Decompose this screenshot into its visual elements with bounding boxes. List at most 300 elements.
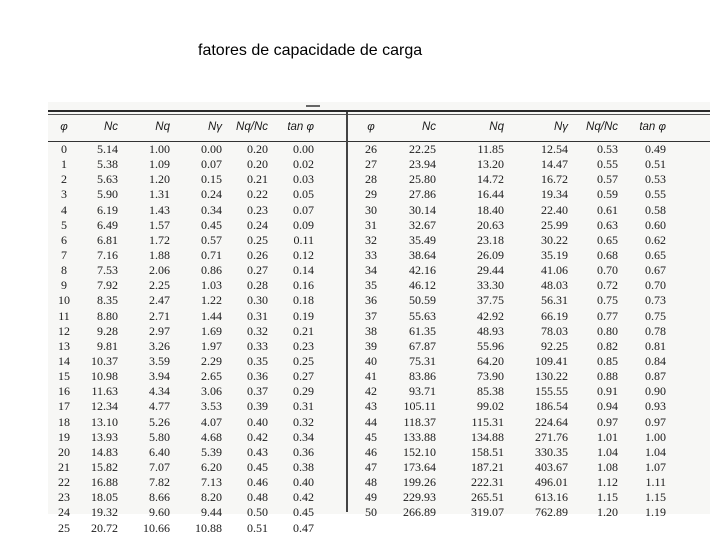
table-cell: 48.03 — [541, 278, 568, 293]
table-cell: 0.57 — [201, 232, 222, 247]
table-cell: 0.75 — [597, 293, 618, 308]
table-cell: 46 — [365, 444, 377, 459]
table-cell: 1.20 — [597, 505, 618, 520]
table-cell: 115.31 — [471, 414, 504, 429]
table-cell: 403.67 — [535, 459, 568, 474]
table-cell: 16.72 — [541, 172, 568, 187]
table-cell: 41.06 — [541, 263, 568, 278]
table-cell: 42.92 — [477, 308, 504, 323]
table-row — [360, 218, 666, 233]
table-cell: 0.32 — [293, 414, 314, 429]
table-cell: 1.00 — [645, 429, 666, 444]
table-cell: 19.32 — [91, 505, 118, 520]
left-table-half — [54, 102, 314, 536]
table-cell: 158.51 — [471, 444, 504, 459]
table-cell: 0.73 — [645, 293, 666, 308]
table-cell: 199.26 — [403, 475, 436, 490]
table-row — [54, 490, 314, 505]
table-cell: 23 — [58, 490, 70, 505]
table-row — [360, 490, 666, 505]
table-cell: 20.72 — [91, 520, 118, 535]
table-cell: 0.26 — [247, 247, 268, 262]
table-cell: 10.66 — [143, 520, 170, 535]
table-cell: 5.39 — [201, 444, 222, 459]
table-cell: 0.81 — [645, 338, 666, 353]
table-cell: 5 — [61, 217, 67, 232]
table-cell: 2.47 — [149, 293, 170, 308]
table-cell: 33 — [365, 247, 377, 262]
table-cell: 37 — [365, 308, 377, 323]
table-row — [54, 415, 314, 430]
table-cell: 0.18 — [293, 293, 314, 308]
table-cell: 3.26 — [149, 338, 170, 353]
header-nq-nc: Nq/Nc — [586, 121, 618, 133]
table-cell: 7.07 — [149, 459, 170, 474]
table-cell: 222.31 — [471, 475, 504, 490]
table-cell: 0.23 — [247, 202, 268, 217]
table-row — [54, 157, 314, 172]
table-row — [54, 399, 314, 414]
table-cell: 5.90 — [97, 187, 118, 202]
table-cell: 265.51 — [471, 490, 504, 505]
table-cell: 1.20 — [149, 172, 170, 187]
table-cell: 271.76 — [535, 429, 568, 444]
table-cell: 16.44 — [477, 187, 504, 202]
table-cell: 47 — [365, 459, 377, 474]
table-cell: 0.97 — [597, 414, 618, 429]
table-cell: 8.66 — [149, 490, 170, 505]
left-rows — [54, 142, 314, 536]
table-cell: 0.45 — [247, 459, 268, 474]
table-cell: 41 — [365, 369, 377, 384]
table-cell: 6 — [61, 232, 67, 247]
table-row — [54, 278, 314, 293]
table-cell: 0.70 — [645, 278, 666, 293]
table-cell: 85.38 — [477, 384, 504, 399]
table-cell: 0.84 — [645, 353, 666, 368]
table-cell: 1.31 — [149, 187, 170, 202]
table-cell: 8.20 — [201, 490, 222, 505]
table-cell: 46.12 — [409, 278, 436, 293]
table-cell: 1.44 — [201, 308, 222, 323]
table-cell: 35.19 — [541, 247, 568, 262]
table-cell: 21 — [58, 459, 70, 474]
table-cell: 229.93 — [403, 490, 436, 505]
table-cell: 109.41 — [535, 353, 568, 368]
table-cell: 3.06 — [201, 384, 222, 399]
table-row — [54, 505, 314, 520]
table-row — [54, 521, 314, 536]
table-cell: 4.07 — [201, 414, 222, 429]
table-cell: 14 — [58, 353, 70, 368]
table-cell: 14.72 — [477, 172, 504, 187]
header-ngamma: Nγ — [553, 121, 568, 133]
table-cell: 7 — [61, 247, 67, 262]
table-cell: 155.55 — [535, 384, 568, 399]
table-cell: 15 — [58, 369, 70, 384]
table-cell: 29.44 — [477, 263, 504, 278]
table-cell: 8 — [61, 263, 67, 278]
table-cell: 0.02 — [293, 157, 314, 172]
table-cell: 4 — [61, 202, 67, 217]
table-cell: 1.00 — [149, 142, 170, 156]
table-cell: 66.19 — [541, 308, 568, 323]
table-cell: 0.03 — [293, 172, 314, 187]
table-row — [360, 142, 666, 157]
table-row — [360, 445, 666, 460]
table-cell: 0.55 — [597, 157, 618, 172]
table-cell: 9.28 — [97, 323, 118, 338]
table-cell: 29 — [365, 187, 377, 202]
table-cell: 0.65 — [597, 232, 618, 247]
table-cell: 1.01 — [597, 429, 618, 444]
table-row — [360, 384, 666, 399]
table-cell: 12.54 — [541, 142, 568, 156]
table-row — [54, 142, 314, 157]
table-row — [360, 157, 666, 172]
table-cell: 2.65 — [201, 369, 222, 384]
table-cell: 93.71 — [409, 384, 436, 399]
table-cell: 0.27 — [293, 369, 314, 384]
table-row — [54, 430, 314, 445]
table-cell: 0.47 — [293, 520, 314, 535]
table-row — [360, 354, 666, 369]
table-cell: 9.44 — [201, 505, 222, 520]
table-cell: 0.51 — [247, 520, 268, 535]
table-cell: 0.42 — [293, 490, 314, 505]
table-cell: 64.20 — [477, 353, 504, 368]
table-cell: 0.67 — [645, 263, 666, 278]
table-cell: 0.86 — [201, 263, 222, 278]
table-cell: 0.36 — [293, 444, 314, 459]
table-cell: 0.78 — [645, 323, 666, 338]
table-cell: 0.16 — [293, 278, 314, 293]
table-cell: 0.12 — [293, 247, 314, 262]
table-cell: 5.26 — [149, 414, 170, 429]
table-cell: 186.54 — [535, 399, 568, 414]
table-cell: 42.16 — [409, 263, 436, 278]
table-row — [360, 399, 666, 414]
header-phi: φ — [60, 121, 68, 133]
table-cell: 13.20 — [477, 157, 504, 172]
table-cell: 26.09 — [477, 247, 504, 262]
table-row — [360, 172, 666, 187]
table-cell: 3 — [61, 187, 67, 202]
header-nq-nc: Nq/Nc — [236, 121, 268, 133]
table-cell: 5.80 — [149, 429, 170, 444]
table-cell: 266.89 — [403, 505, 436, 520]
table-cell: 49 — [365, 490, 377, 505]
table-cell: 2.71 — [149, 308, 170, 323]
table-row — [54, 324, 314, 339]
table-cell: 0.45 — [293, 505, 314, 520]
table-cell: 0.97 — [645, 414, 666, 429]
table-cell: 25.80 — [409, 172, 436, 187]
table-cell: 78.03 — [541, 323, 568, 338]
table-cell: 32 — [365, 232, 377, 247]
table-cell: 0.14 — [293, 263, 314, 278]
table-cell: 56.31 — [541, 293, 568, 308]
table-cell: 0.77 — [597, 308, 618, 323]
table-cell: 1.09 — [149, 157, 170, 172]
table-cell: 496.01 — [535, 475, 568, 490]
table-cell: 5.14 — [97, 142, 118, 156]
table-cell: 25.99 — [541, 217, 568, 232]
table-cell: 0.27 — [247, 263, 268, 278]
table-cell: 1.22 — [201, 293, 222, 308]
table-cell: 1.07 — [645, 459, 666, 474]
table-cell: 1.19 — [645, 505, 666, 520]
table-row — [54, 339, 314, 354]
table-cell: 99.02 — [477, 399, 504, 414]
table-cell: 38.64 — [409, 247, 436, 262]
table-cell: 27.86 — [409, 187, 436, 202]
table-cell: 0.23 — [293, 338, 314, 353]
table-cell: 92.25 — [541, 338, 568, 353]
table-cell: 0.75 — [645, 308, 666, 323]
table-cell: 7.13 — [201, 475, 222, 490]
table-cell: 0.82 — [597, 338, 618, 353]
table-cell: 224.64 — [535, 414, 568, 429]
table-cell: 0.61 — [597, 202, 618, 217]
table-row — [54, 203, 314, 218]
table-cell: 762.89 — [535, 505, 568, 520]
table-cell: 0.49 — [645, 142, 666, 156]
table-cell: 0.32 — [247, 323, 268, 338]
table-cell: 44 — [365, 414, 377, 429]
table-row — [360, 278, 666, 293]
table-row — [360, 293, 666, 308]
table-cell: 2.06 — [149, 263, 170, 278]
table-cell: 28 — [365, 172, 377, 187]
table-row — [54, 187, 314, 202]
table-cell: 0.88 — [597, 369, 618, 384]
table-cell: 4.34 — [149, 384, 170, 399]
table-cell: 13 — [58, 338, 70, 353]
table-cell: 133.88 — [403, 429, 436, 444]
table-cell: 0.40 — [247, 414, 268, 429]
header-nc: Nc — [421, 121, 436, 133]
table-cell: 39 — [365, 338, 377, 353]
slide-title: fatores de capacidade de carga — [198, 42, 423, 59]
table-cell: 0.65 — [645, 247, 666, 262]
table-cell: 10.98 — [91, 369, 118, 384]
table-cell: 0.85 — [597, 353, 618, 368]
table-cell: 55.63 — [409, 308, 436, 323]
header-tan-phi: tan φ — [639, 121, 666, 133]
table-cell: 8.80 — [97, 308, 118, 323]
header-tan-phi: tan φ — [287, 121, 314, 133]
table-cell: 6.19 — [97, 202, 118, 217]
table-cell: 0 — [61, 142, 67, 156]
table-cell: 0.58 — [645, 202, 666, 217]
table-cell: 0.24 — [201, 187, 222, 202]
table-cell: 5.38 — [97, 157, 118, 172]
table-cell: 26 — [365, 142, 377, 156]
table-cell: 17 — [58, 399, 70, 414]
table-cell: 0.72 — [597, 278, 618, 293]
table-cell: 0.28 — [247, 278, 268, 293]
table-row — [54, 460, 314, 475]
table-cell: 2.29 — [201, 353, 222, 368]
table-row — [54, 445, 314, 460]
table-cell: 12 — [58, 323, 70, 338]
table-cell: 0.94 — [597, 399, 618, 414]
table-cell: 18 — [58, 414, 70, 429]
table-cell: 22.25 — [409, 142, 436, 156]
table-cell: 187.21 — [471, 459, 504, 474]
table-cell: 0.20 — [247, 157, 268, 172]
table-cell: 0.37 — [247, 384, 268, 399]
header-phi: φ — [367, 121, 375, 133]
table-row — [360, 233, 666, 248]
table-cell: 0.45 — [201, 217, 222, 232]
table-cell: 31 — [365, 217, 377, 232]
table-cell: 25 — [58, 520, 70, 535]
table-row — [360, 460, 666, 475]
table-cell: 38 — [365, 323, 377, 338]
table-cell: 0.09 — [293, 217, 314, 232]
table-row — [54, 369, 314, 384]
table-row — [360, 339, 666, 354]
table-cell: 16 — [58, 384, 70, 399]
table-cell: 0.71 — [201, 247, 222, 262]
table-cell: 0.55 — [645, 187, 666, 202]
table-row — [54, 354, 314, 369]
table-cell: 152.10 — [403, 444, 436, 459]
table-cell: 48.93 — [477, 323, 504, 338]
table-cell: 10.37 — [91, 353, 118, 368]
table-cell: 16.88 — [91, 475, 118, 490]
table-row — [360, 187, 666, 202]
table-row — [360, 369, 666, 384]
table-cell: 0.91 — [597, 384, 618, 399]
table-cell: 35 — [365, 278, 377, 293]
table-cell: 0.07 — [201, 157, 222, 172]
table-row — [360, 309, 666, 324]
table-cell: 330.35 — [535, 444, 568, 459]
table-cell: 1.57 — [149, 217, 170, 232]
table-cell: 19 — [58, 429, 70, 444]
table-cell: 0.46 — [247, 475, 268, 490]
table-row — [360, 203, 666, 218]
table-cell: 1.03 — [201, 278, 222, 293]
table-cell: 43 — [365, 399, 377, 414]
table-cell: 1 — [61, 157, 67, 172]
table-cell: 27 — [365, 157, 377, 172]
table-cell: 6.40 — [149, 444, 170, 459]
table-cell: 0.31 — [293, 399, 314, 414]
table-row — [360, 505, 666, 520]
table-cell: 30 — [365, 202, 377, 217]
table-cell: 5.63 — [97, 172, 118, 187]
table-row — [360, 263, 666, 278]
table-cell: 319.07 — [471, 505, 504, 520]
table-cell: 1.88 — [149, 247, 170, 262]
table-cell: 0.42 — [247, 429, 268, 444]
table-cell: 0.07 — [293, 202, 314, 217]
right-table-half — [360, 102, 666, 521]
table-cell: 0.68 — [597, 247, 618, 262]
table-cell: 0.40 — [293, 475, 314, 490]
table-cell: 0.39 — [247, 399, 268, 414]
table-row — [360, 430, 666, 445]
table-cell: 11 — [58, 308, 70, 323]
table-cell: 1.12 — [597, 475, 618, 490]
table-cell: 0.21 — [293, 323, 314, 338]
table-cell: 0.22 — [247, 187, 268, 202]
table-cell: 0.60 — [645, 217, 666, 232]
table-row — [54, 218, 314, 233]
table-cell: 1.15 — [645, 490, 666, 505]
table-cell: 118.37 — [403, 414, 436, 429]
header-row-left — [54, 116, 314, 138]
table-cell: 22 — [58, 475, 70, 490]
table-cell: 1.97 — [201, 338, 222, 353]
table-cell: 7.82 — [149, 475, 170, 490]
table-cell: 1.43 — [149, 202, 170, 217]
table-cell: 0.59 — [597, 187, 618, 202]
table-cell: 105.11 — [403, 399, 436, 414]
bearing-capacity-factors-table — [48, 102, 710, 535]
column-group-divider — [346, 112, 348, 512]
table-cell: 1.69 — [201, 323, 222, 338]
table-cell: 0.90 — [645, 384, 666, 399]
table-cell: 0.31 — [247, 308, 268, 323]
table-cell: 30.22 — [541, 232, 568, 247]
table-cell: 23.94 — [409, 157, 436, 172]
table-cell: 0.53 — [597, 142, 618, 156]
table-cell: 0.70 — [597, 263, 618, 278]
table-cell: 13.10 — [91, 414, 118, 429]
table-row — [54, 233, 314, 248]
table-cell: 7.53 — [97, 263, 118, 278]
table-cell: 3.53 — [201, 399, 222, 414]
table-cell: 75.31 — [409, 353, 436, 368]
table-cell: 2 — [61, 172, 67, 187]
table-cell: 0.93 — [645, 399, 666, 414]
table-cell: 32.67 — [409, 217, 436, 232]
right-rows — [360, 142, 666, 521]
table-cell: 34 — [365, 263, 377, 278]
table-cell: 19.34 — [541, 187, 568, 202]
table-cell: 0.62 — [645, 232, 666, 247]
table-cell: 24 — [58, 505, 70, 520]
table-cell: 1.11 — [645, 475, 666, 490]
header-nq: Nq — [489, 121, 504, 133]
header-row-right — [360, 116, 666, 138]
table-cell: 12.34 — [91, 399, 118, 414]
table-cell: 0.34 — [201, 202, 222, 217]
table-cell: 0.00 — [293, 142, 314, 156]
table-row — [54, 248, 314, 263]
table-cell: 0.25 — [247, 232, 268, 247]
table-cell: 0.43 — [247, 444, 268, 459]
table-cell: 20.63 — [477, 217, 504, 232]
table-cell: 42 — [365, 384, 377, 399]
table-cell: 36 — [365, 293, 377, 308]
table-cell: 0.50 — [247, 505, 268, 520]
table-cell: 15.82 — [91, 459, 118, 474]
table-cell: 1.72 — [149, 232, 170, 247]
table-cell: 0.00 — [201, 142, 222, 156]
table-cell: 0.35 — [247, 353, 268, 368]
table-cell: 6.81 — [97, 232, 118, 247]
table-row — [54, 172, 314, 187]
table-cell: 67.87 — [409, 338, 436, 353]
table-cell: 1.08 — [597, 459, 618, 474]
table-row — [54, 384, 314, 399]
